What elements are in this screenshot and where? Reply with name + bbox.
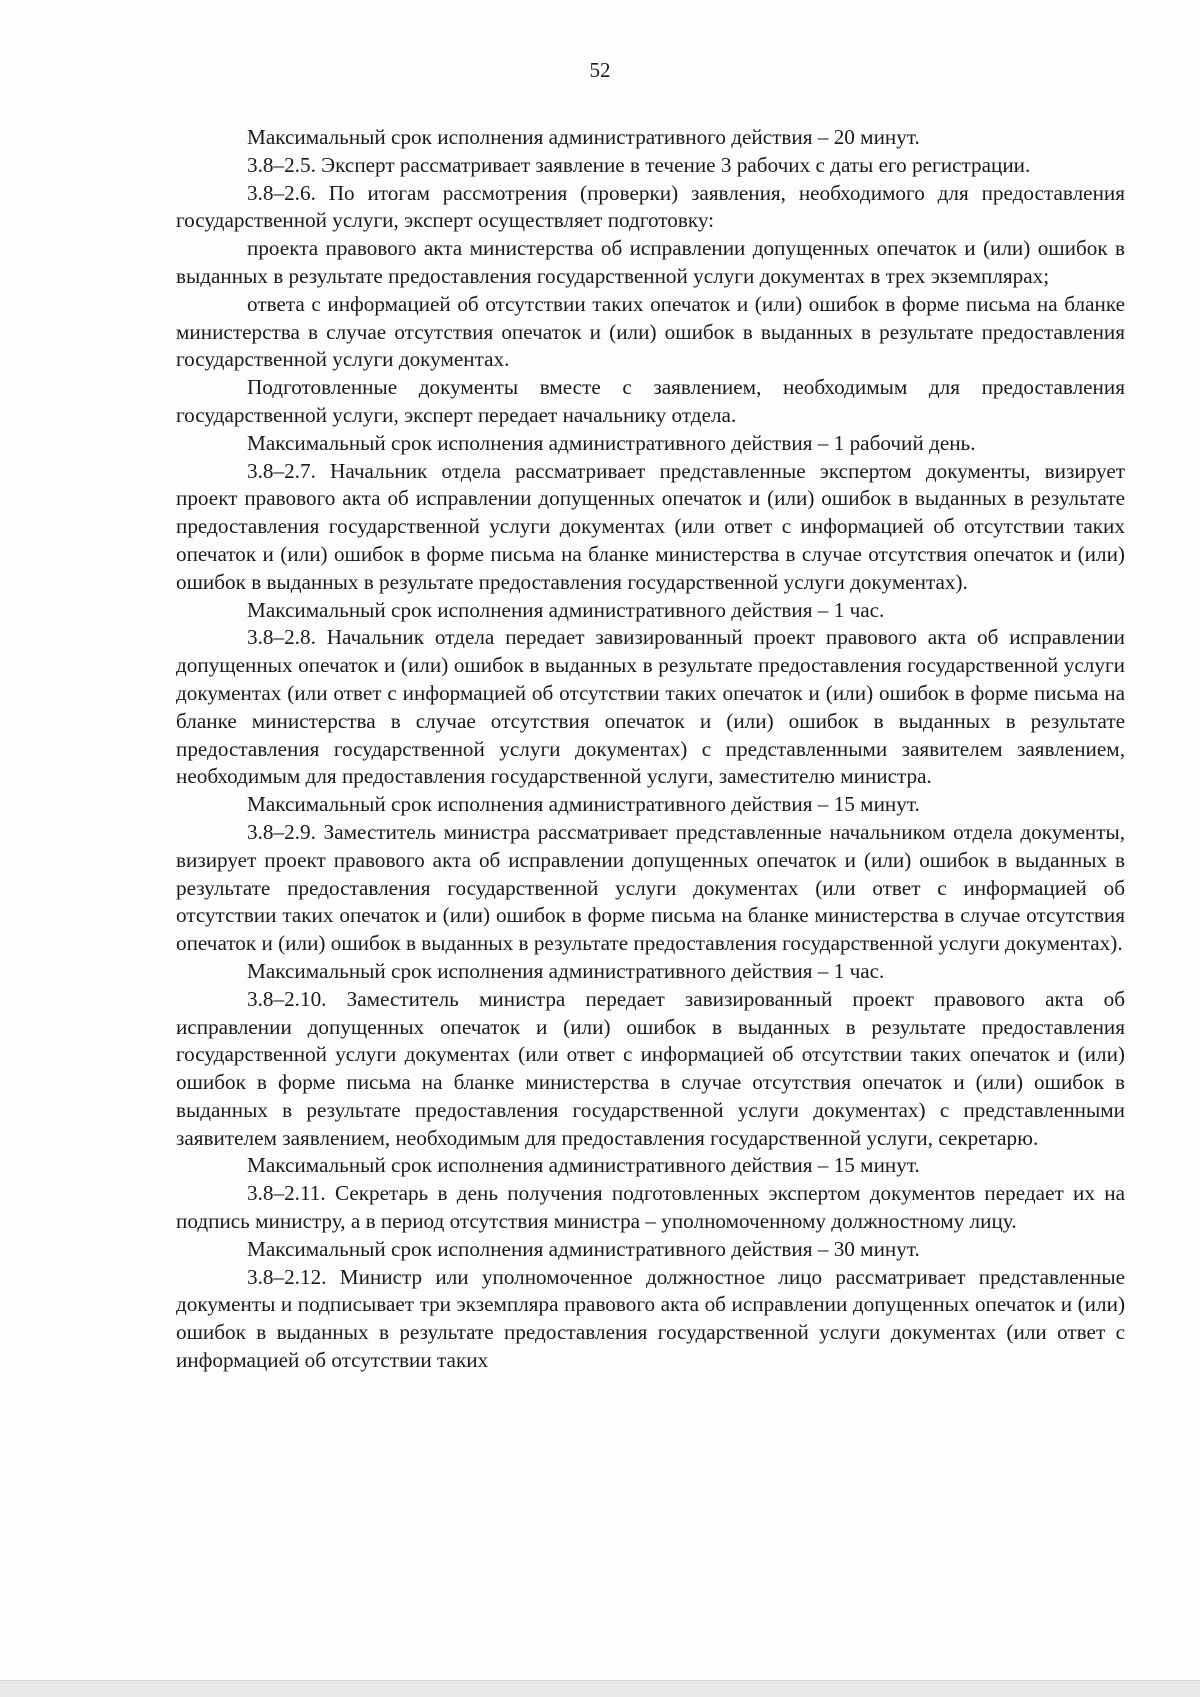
- paragraph: 3.8–2.12. Министр или уполномоченное должностное лицо рассматривает представленные документы и подписывает три экземпляра правового акта об исправлении допущенных опечаток и (или) ошибок в выданных в результате предоставления государственной услуги документах (или ответ с информацией об отсутствии таких: [176, 1264, 1125, 1373]
- scan-bottom-edge: [0, 1680, 1200, 1697]
- paragraph: Максимальный срок исполнения административного действия – 20 минут.: [247, 125, 920, 149]
- paragraph: Максимальный срок исполнения административного действия – 15 минут.: [247, 792, 920, 817]
- paragraph: 3.8–2.11. Секретарь в день получения подготовленных экспертом документов передает их на подпись министру, а в период отсутствия министра – уполномоченному должностному лицу.: [176, 1181, 1125, 1234]
- paragraph: 3.8–2.9. Заместитель министра рассматривает представленные начальником отдела документы, визирует проект правового акта об исправлении допущенных опечаток и (или) ошибок в выданных в результате предоставления государственной услуги документах (или ответ с информацией об отсутствии таких опечаток и (или) ошибок в форме письма на бланке министерства в случае отсутствия опечаток и (или) ошибок в выданных в результате предоставления государственной услуги документах).: [176, 819, 1125, 956]
- paragraph: Максимальный срок исполнения административного действия – 15 минут.: [247, 1153, 920, 1178]
- paragraph: Максимальный срок исполнения административного действия – 1 рабочий день.: [247, 430, 976, 455]
- paragraph: Максимальный срок исполнения административного действия – 1 час.: [247, 597, 885, 622]
- paragraph: проекта правового акта министерства об исправлении допущенных опечаток и (или) ошибок в выданных в результате предоставления государственной услуги документах в трех экземплярах;: [176, 236, 1125, 288]
- page-number: 52: [589, 58, 611, 82]
- paragraph: Подготовленные документы вместе с заявлением, необходимым для предоставления государственной услуги, эксперт передает начальнику отдела.: [176, 375, 1125, 427]
- paragraph: 3.8–2.10. Заместитель министра передает завизированный проект правового акта об исправлении допущенных опечаток и (или) ошибок в выданных в результате предоставления государственной услуги документах (или ответ с информацией об отсутствии таких опечаток и (или) ошибок в форме письма на бланке министерства в случае отсутствия опечаток и (или) ошибок в выданных в результате предоставления государственной услуги документах) с представленными заявителем заявлением, необходимым для предоставления государственной услуги, секретарю.: [176, 986, 1125, 1150]
- paragraph: 3.8–2.5. Эксперт рассматривает заявление в течение 3 рабочих с даты его регистрации.: [247, 152, 1031, 177]
- paragraph: Максимальный срок исполнения административного действия – 30 минут.: [247, 1236, 920, 1261]
- paragraph: 3.8–2.6. По итогам рассмотрения (проверки) заявления, необходимого для предоставления государственной услуги, эксперт осуществляет подготовку:: [176, 180, 1125, 233]
- document-body: [176, 124, 1125, 1375]
- paragraph: 3.8–2.8. Начальник отдела передает завизированный проект правового акта об исправлении допущенных опечаток и (или) ошибок в выданных в результате предоставления государственной услуги документах (или ответ с информацией об отсутствии таких опечаток и (или) ошибок в форме письма на бланке министерства в случае отсутствия опечаток и (или) ошибок в выданных в результате предоставления государственной услуги документах) с представленными заявителем заявлением, необходимым для предоставления государственной услуги, заместителю министра.: [176, 625, 1125, 789]
- paragraph: ответа с информацией об отсутствии таких опечаток и (или) ошибок в форме письма на бланке министерства в случае отсутствия опечаток и (или) ошибок в выданных в результате предоставления государственной услуги документах.: [176, 291, 1125, 372]
- paragraph: 3.8–2.7. Начальник отдела рассматривает представленные экспертом документы, визирует проект правового акта об исправлении допущенных опечаток и (или) ошибок в выданных в результате предоставления государственной услуги документах (или ответ с информацией об отсутствии таких опечаток и (или) ошибок в форме письма на бланке министерства в случае отсутствия опечаток и (или) ошибок в выданных в результате предоставления государственной услуги документах).: [176, 458, 1125, 594]
- paragraph: Максимальный срок исполнения административного действия – 1 час.: [247, 958, 885, 983]
